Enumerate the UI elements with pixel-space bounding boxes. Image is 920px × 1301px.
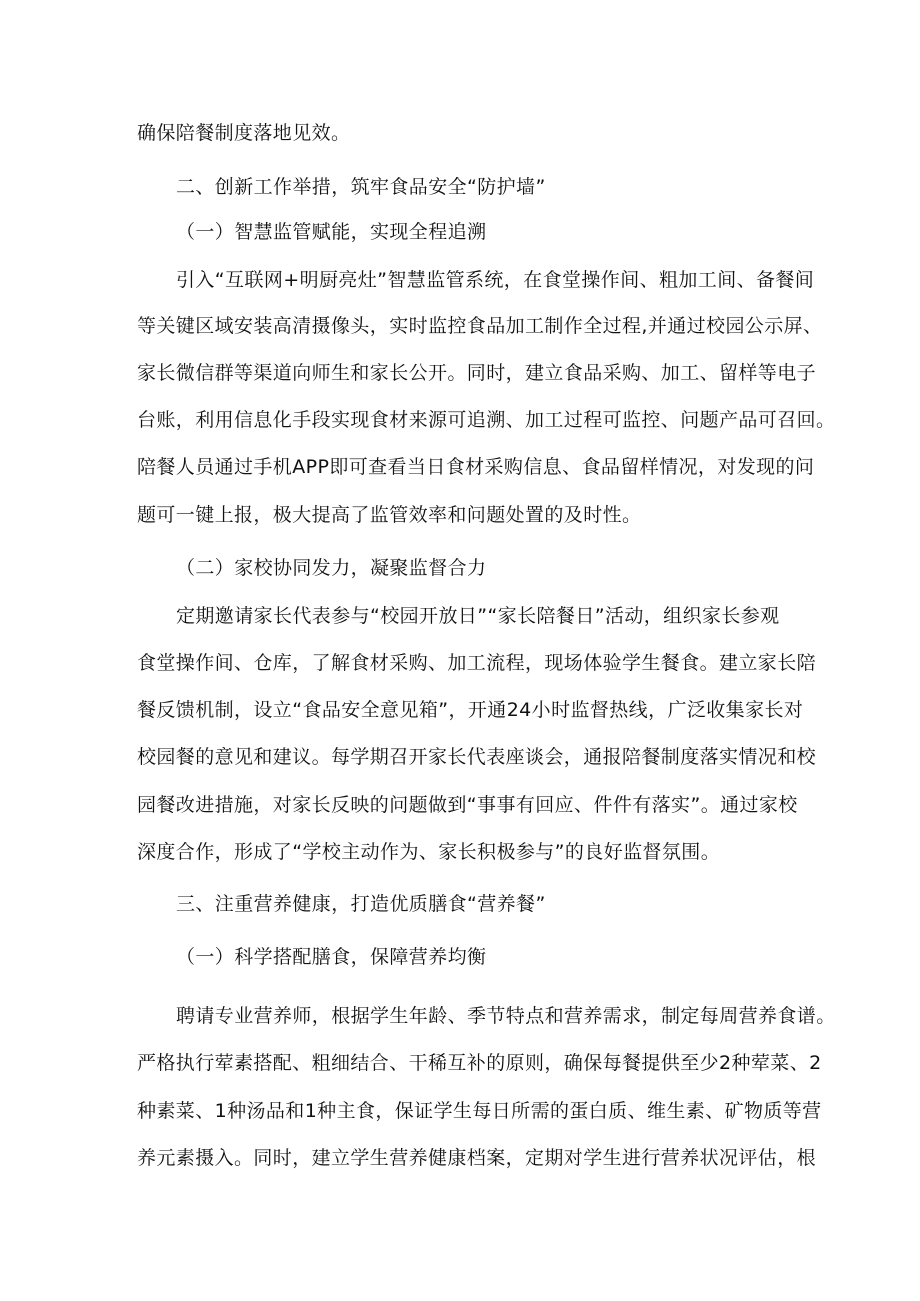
section-heading: 二、创新工作举措，筑牢食品安全“防护墙”: [176, 176, 546, 198]
paragraph-line: 严格执行荤素搭配、粗细结合、干稀互补的原则，确保每餐提供至少2种荤菜、2: [137, 1052, 822, 1074]
section-heading: 三、注重营养健康，打造优质膳食“营养餐”: [176, 893, 546, 915]
subsection-heading: （一）智慧监管赋能，实现全程追溯: [176, 221, 487, 243]
subsection-heading: （一）科学搭配膳食，保障营养均衡: [176, 946, 487, 968]
subsection-heading: （二）家校协同发力，凝聚监督合力: [176, 557, 487, 579]
paragraph-line: 引入“互联网+明厨亮灶”智慧监管系统，在食堂操作间、粗加工间、备餐间: [176, 269, 815, 291]
paragraph-line: 定期邀请家长代表参与“校园开放日”“家长陪餐日”活动，组织家长参观: [176, 605, 780, 627]
paragraph-line: 种素菜、1种汤品和1种主食，保证学生每日所需的蛋白质、维生素、矿物质等营: [137, 1100, 822, 1122]
paragraph-line: 深度合作，形成了“学校主动作为、家长积极参与”的良好监督氛围。: [137, 841, 721, 863]
paragraph-line: 养元素摄入。同时，建立学生营养健康档案，定期对学生进行营养状况评估，根: [137, 1147, 817, 1169]
paragraph-line: 餐反馈机制，设立“食品安全意见箱”，开通24小时监督热线，广泛收集家长对: [137, 699, 804, 721]
paragraph-line: 聘请专业营养师，根据学生年龄、季节特点和营养需求，制定每周营养食谱。: [176, 1005, 836, 1027]
paragraph-line: 园餐改进措施，对家长反映的问题做到“事事有回应、件件有落实”。通过家校: [137, 794, 798, 816]
paragraph-line: 确保陪餐制度落地见效。: [137, 122, 351, 144]
paragraph-line: 家长微信群等渠道向师生和家长公开。同时，建立食品采购、加工、留样等电子: [137, 362, 817, 384]
paragraph-line: 食堂操作间、仓库，了解食材采购、加工流程，现场体验学生餐食。建立家长陪: [137, 652, 817, 674]
paragraph-line: 校园餐的意见和建议。每学期召开家长代表座谈会，通报陪餐制度落实情况和校: [137, 746, 817, 768]
paragraph-line: 陪餐人员通过手机APP即可查看当日食材采购信息、食品留样情况，对发现的问: [137, 456, 815, 478]
paragraph-line: 等关键区域安装高清摄像头，实时监控食品加工制作全过程,并通过校园公示屏、: [137, 315, 823, 337]
paragraph-line: 台账，利用信息化手段实现食材来源可追溯、加工过程可监控、问题产品可召回。: [137, 409, 836, 431]
paragraph-line: 题可一键上报，极大提高了监管效率和问题处置的及时性。: [137, 504, 642, 526]
